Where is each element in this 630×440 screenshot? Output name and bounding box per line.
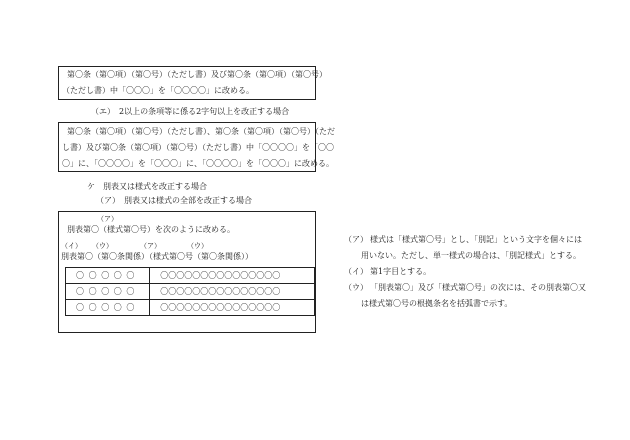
box2-line-1: 第〇条（第〇項）（第〇号）（ただし書）、第〇条（第〇項）（第〇号）（ただ <box>67 127 335 136</box>
box1-line-2: （ただし書）中「〇〇〇」を「〇〇〇〇」に改める。 <box>62 86 254 95</box>
mark-a: （ア） <box>140 242 161 250</box>
table-cell: 〇〇〇〇〇〇〇〇〇〇〇〇〇〇〇 <box>150 300 315 316</box>
table-cell: 〇〇〇〇〇 <box>66 284 150 300</box>
table-cell: 〇〇〇〇〇 <box>66 268 150 284</box>
table-cell: 〇〇〇〇〇 <box>66 300 150 316</box>
note-i-line-1: 第1字目とする。 <box>370 267 432 276</box>
box3-line-1: 別表第〇（様式第〇号）を次のように改める。 <box>67 225 235 234</box>
mark-u-1: （ウ） <box>92 242 113 250</box>
amendment-box-1 <box>58 66 327 100</box>
note-a-mark: （ア） <box>344 235 368 244</box>
table-row <box>66 284 315 300</box>
box2-line-2: し書）及び第〇条（第〇項）（第〇号）（ただし書）中「〇〇〇〇」を「〇〇 <box>62 143 334 152</box>
note-u-mark: （ウ） <box>344 283 368 292</box>
note-u-line-1: 「別表第〇」及び「様式第〇号」の次には、その別表第〇又 <box>370 283 586 292</box>
appendix-table <box>65 267 315 316</box>
box2-line-3: 〇」に、「〇〇〇〇」を「〇〇〇」に、「〇〇〇〇」を「〇〇〇」に改める。 <box>62 159 334 168</box>
amendment-box-3 <box>58 211 316 333</box>
amendment-box-2 <box>58 122 335 172</box>
mark-u-2: （ウ） <box>187 242 208 250</box>
heading-ke: ケ 別表又は様式を改正する場合 <box>87 182 207 191</box>
heading-a: （ア） 別表又は様式の全部を改正する場合 <box>96 196 252 205</box>
table-row <box>66 300 315 316</box>
note-a-line-2: 用いない。ただし、単一様式の場合は、「別記様式」とする。 <box>361 251 581 260</box>
box3-line-2: 別表第〇（第〇条関係）（様式第〇号（第〇条関係）） <box>61 252 253 261</box>
table-cell: 〇〇〇〇〇〇〇〇〇〇〇〇〇〇〇 <box>150 284 315 300</box>
table-row <box>66 268 315 284</box>
note-i-mark: （イ） <box>344 267 368 276</box>
mark-i: （イ） <box>61 242 82 250</box>
table-cell: 〇〇〇〇〇〇〇〇〇〇〇〇〇〇〇 <box>150 268 315 284</box>
note-u-line-2: は様式第〇号の根拠条名を括弧書で示す。 <box>361 299 513 308</box>
heading-e: （エ） 2以上の条項等に係る2字句以上を改正する場合 <box>91 107 290 116</box>
box1-line-1: 第〇条（第〇項）（第〇号）（ただし書）及び第〇条（第〇項）（第〇号） <box>67 70 327 79</box>
note-a-line-1: 様式は「様式第〇号」とし、「別記」という文字を個々には <box>370 235 582 244</box>
mark-a-top: （ア） <box>97 215 118 223</box>
